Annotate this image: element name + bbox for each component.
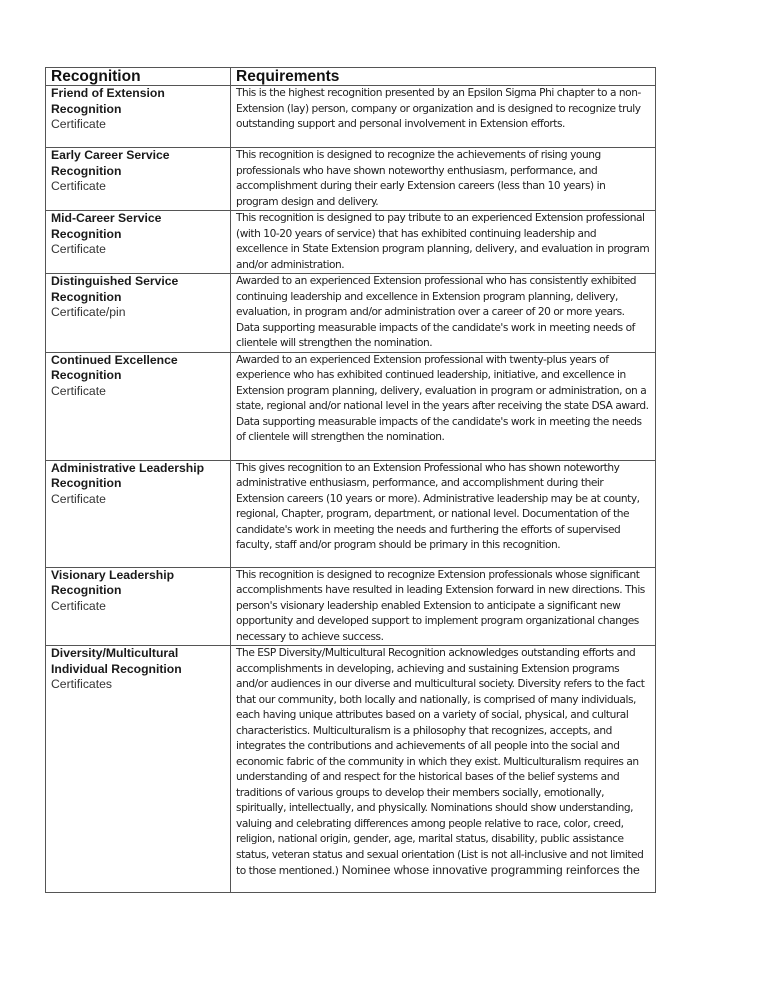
requirements-text-continued: Nominee whose innovative programming reinforces the xyxy=(338,863,640,877)
recognition-name: Friend of Extension Recognition xyxy=(51,86,165,116)
table-row xyxy=(46,352,656,460)
recognition-cell xyxy=(46,86,231,148)
requirements-cell: This recognition is designed to recognize the achievements of rising young professionals who have shown noteworthy enthusiasm, performance, and accomplishment during their early Extension careers (less than 10 years) in program design and delivery. xyxy=(231,148,656,211)
recognition-cell xyxy=(46,646,231,893)
table-row xyxy=(46,86,656,148)
recognition-award: Certificate xyxy=(51,117,106,131)
table-row xyxy=(46,567,656,646)
recognition-name: Mid-Career Service Recognition xyxy=(51,211,162,241)
header-requirements: Requirements xyxy=(231,68,656,86)
recognition-award: Certificate xyxy=(51,179,106,193)
requirements-cell: Awarded to an experienced Extension professional who has consistently exhibited continuing leadership and excellence in Extension program planning, delivery, evaluation, in program and/or administration over a career of 20 or more years. Data supporting measurable impacts of the candidate's work in meeting needs of clientele will strengthen the nomination. xyxy=(231,274,656,353)
requirements-cell: This gives recognition to an Extension Professional who has shown noteworthy administrative enthusiasm, performance, and accomplishment during their Extension careers (10 years or more). Administrative leadership may be at county, regional, Chapter, program, department, or national level. Documentation of the candidate's work in meeting the needs and furthering the efforts of supervised faculty, staff and/or program should be primary in this recognition. xyxy=(231,460,656,567)
table-row xyxy=(46,148,656,211)
recognition-award: Certificate xyxy=(51,598,106,613)
recognition-cell xyxy=(46,148,231,211)
recognition-name: Distinguished Service Recognition xyxy=(51,274,179,304)
recognition-cell xyxy=(46,460,231,567)
table-row xyxy=(46,274,656,353)
recognition-name: Diversity/Multicultural Individual Recognition xyxy=(51,646,182,676)
recognition-name: Early Career Service Recognition xyxy=(51,148,170,178)
recognition-award: Certificate xyxy=(51,242,106,256)
header-recognition: Recognition xyxy=(46,68,231,86)
recognition-award: Certificates xyxy=(51,677,112,691)
requirements-cell: Awarded to an experienced Extension professional with twenty-plus years of experience who has exhibited continued leadership, initiative, and excellence in Extension program planning, delivery, evaluation in program or administration, on a state, regional and/or national level in the years after receiving the state DSA award. Data supporting measurable impacts of the candidate's work in meeting the needs of clientele will strengthen the nomination. xyxy=(231,352,656,460)
recognition-award: Certificate xyxy=(51,383,106,398)
table-row xyxy=(46,460,656,567)
table-row xyxy=(46,211,656,274)
recognition-name: Administrative Leadership Recognition xyxy=(51,460,205,490)
recognition-award: Certificate xyxy=(51,491,106,506)
recognition-name: Continued Excellence Recognition xyxy=(51,352,178,382)
table-row xyxy=(46,646,656,893)
recognition-cell xyxy=(46,274,231,353)
requirements-cell: This is the highest recognition presented by an Epsilon Sigma Phi chapter to a non-Extension (lay) person, company or organization and is designed to recognize truly outstanding support and personal involvement in Extension efforts. xyxy=(231,86,656,148)
recognition-award: Certificate/pin xyxy=(51,305,126,319)
requirements-cell: This recognition is designed to recognize Extension professionals whose significant accomplishments have resulted in leading Extension forward in new directions. This person's visionary leadership enabled Extension to anticipate a significant new opportunity and developed support to implement program organizational changes necessary to achieve success. xyxy=(231,567,656,646)
requirements-cell xyxy=(231,646,656,893)
table-header-row xyxy=(46,68,656,86)
recognition-cell xyxy=(46,567,231,646)
recognition-cell xyxy=(46,211,231,274)
requirements-text: The ESP Diversity/Multicultural Recognition acknowledges outstanding efforts and accomplishments in developing, achieving and sustaining Extension programs and/or audiences in our diverse and multicultural society. Diversity refers to the fact that our community, both locally and nationally, is comprised of many individuals, each having unique attributes based on a variety of social, physical, and cultural characteristics. Multiculturalism is a philosophy that recognizes, accepts, and integrates the contributions and achievements of all people into the social and economic fabric of the community in which they exist. Multiculturalism requires an understanding of and respect for the historical bases of the belief systems and traditions of various groups to develop their members socially, emotionally, spiritually, intellectually, and physically. Nominations should show understanding, valuing and celebrating differences among people relative to race, color, creed, religion, national origin, gender, age, marital status, disability, public assistance status, veteran status and sexual orientation (List is not all-inclusive and not limited to those mentioned.) xyxy=(236,647,645,877)
recognition-name: Visionary Leadership Recognition xyxy=(51,567,175,597)
requirements-cell: This recognition is designed to pay tribute to an experienced Extension professional (with 10-20 years of service) that has exhibited continuing leadership and excellence in State Extension program planning, delivery, and evaluation in program and/or administration. xyxy=(231,211,656,274)
recognition-requirements-table xyxy=(45,67,656,893)
recognition-cell xyxy=(46,352,231,460)
